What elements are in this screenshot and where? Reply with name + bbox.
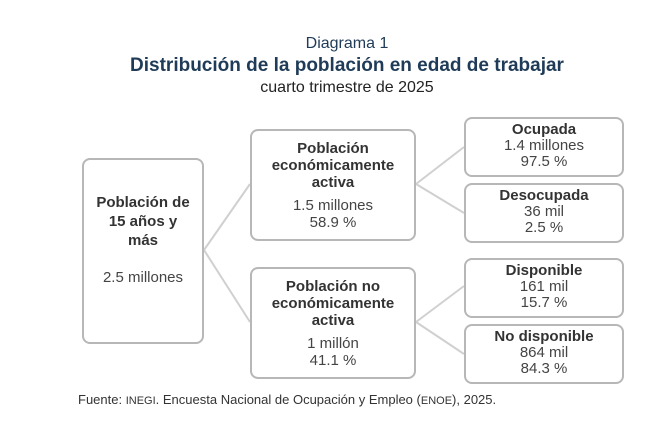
node-value: 1.5 millones — [292, 197, 374, 214]
node-label-line: 15 años y — [108, 213, 178, 230]
node-label — [252, 278, 414, 329]
source-note — [78, 392, 496, 407]
connector-inactive-disponible — [416, 286, 464, 322]
node-label-line: activa — [311, 312, 355, 329]
node-percent: 2.5 % — [524, 219, 564, 236]
node-label-line: más — [127, 232, 159, 249]
node-label: No disponible — [494, 328, 594, 345]
node-label — [84, 193, 202, 250]
node-value: 36 mil — [523, 203, 564, 220]
node-label-line: económicamente — [271, 295, 395, 312]
node-value: 864 mil — [519, 344, 569, 361]
node-label: Desocupada — [499, 187, 589, 204]
node-value: 161 mil — [519, 278, 569, 295]
node-label: Ocupada — [511, 121, 577, 138]
node-ocupada — [464, 117, 624, 177]
diagram-title: Distribución de la población en edad de trabajar — [130, 55, 564, 76]
source-inegi: INEGI — [125, 395, 156, 407]
node-label-line: Población — [297, 140, 369, 157]
connector-active-desocupada — [416, 184, 464, 213]
node-label-line: Población de — [96, 194, 190, 211]
diagram-subtitle: cuarto trimestre de 2025 — [260, 79, 434, 96]
node-percent: 15.7 % — [520, 294, 568, 311]
node-percent: 58.9 % — [309, 214, 357, 231]
node-value: 1.4 millones — [503, 137, 585, 154]
connector-active-ocupada — [416, 147, 464, 184]
node-value: 2.5 millones — [102, 269, 184, 286]
node-label: Disponible — [505, 262, 583, 279]
node-percent: 41.1 % — [309, 352, 357, 369]
node-percent: 97.5 % — [520, 153, 568, 170]
node-value: 1 millón — [307, 335, 359, 352]
source-suffix: ), 2025. — [452, 392, 497, 407]
connector-root-inactive — [204, 250, 250, 322]
source-prefix: Fuente: — [78, 392, 126, 407]
source-survey: . Encuesta Nacional de Ocupación y Empleo ( — [155, 392, 421, 407]
node-no-disponible — [464, 324, 624, 384]
node-label-line: Población no — [285, 278, 381, 295]
connector-inactive-nodisponible — [416, 322, 464, 354]
node-percent: 84.3 % — [520, 360, 568, 377]
node-poblacion-total — [82, 158, 204, 344]
source-enoe: ENOE — [420, 395, 453, 407]
node-label-line: económicamente — [271, 157, 395, 174]
node-label-line: activa — [311, 174, 355, 191]
node-disponible — [464, 258, 624, 318]
diagram-number: Diagrama 1 — [305, 35, 389, 52]
node-pnea — [250, 267, 416, 379]
node-desocupada — [464, 183, 624, 243]
node-pea — [250, 129, 416, 241]
connector-root-active — [204, 184, 250, 250]
node-label — [252, 140, 414, 191]
